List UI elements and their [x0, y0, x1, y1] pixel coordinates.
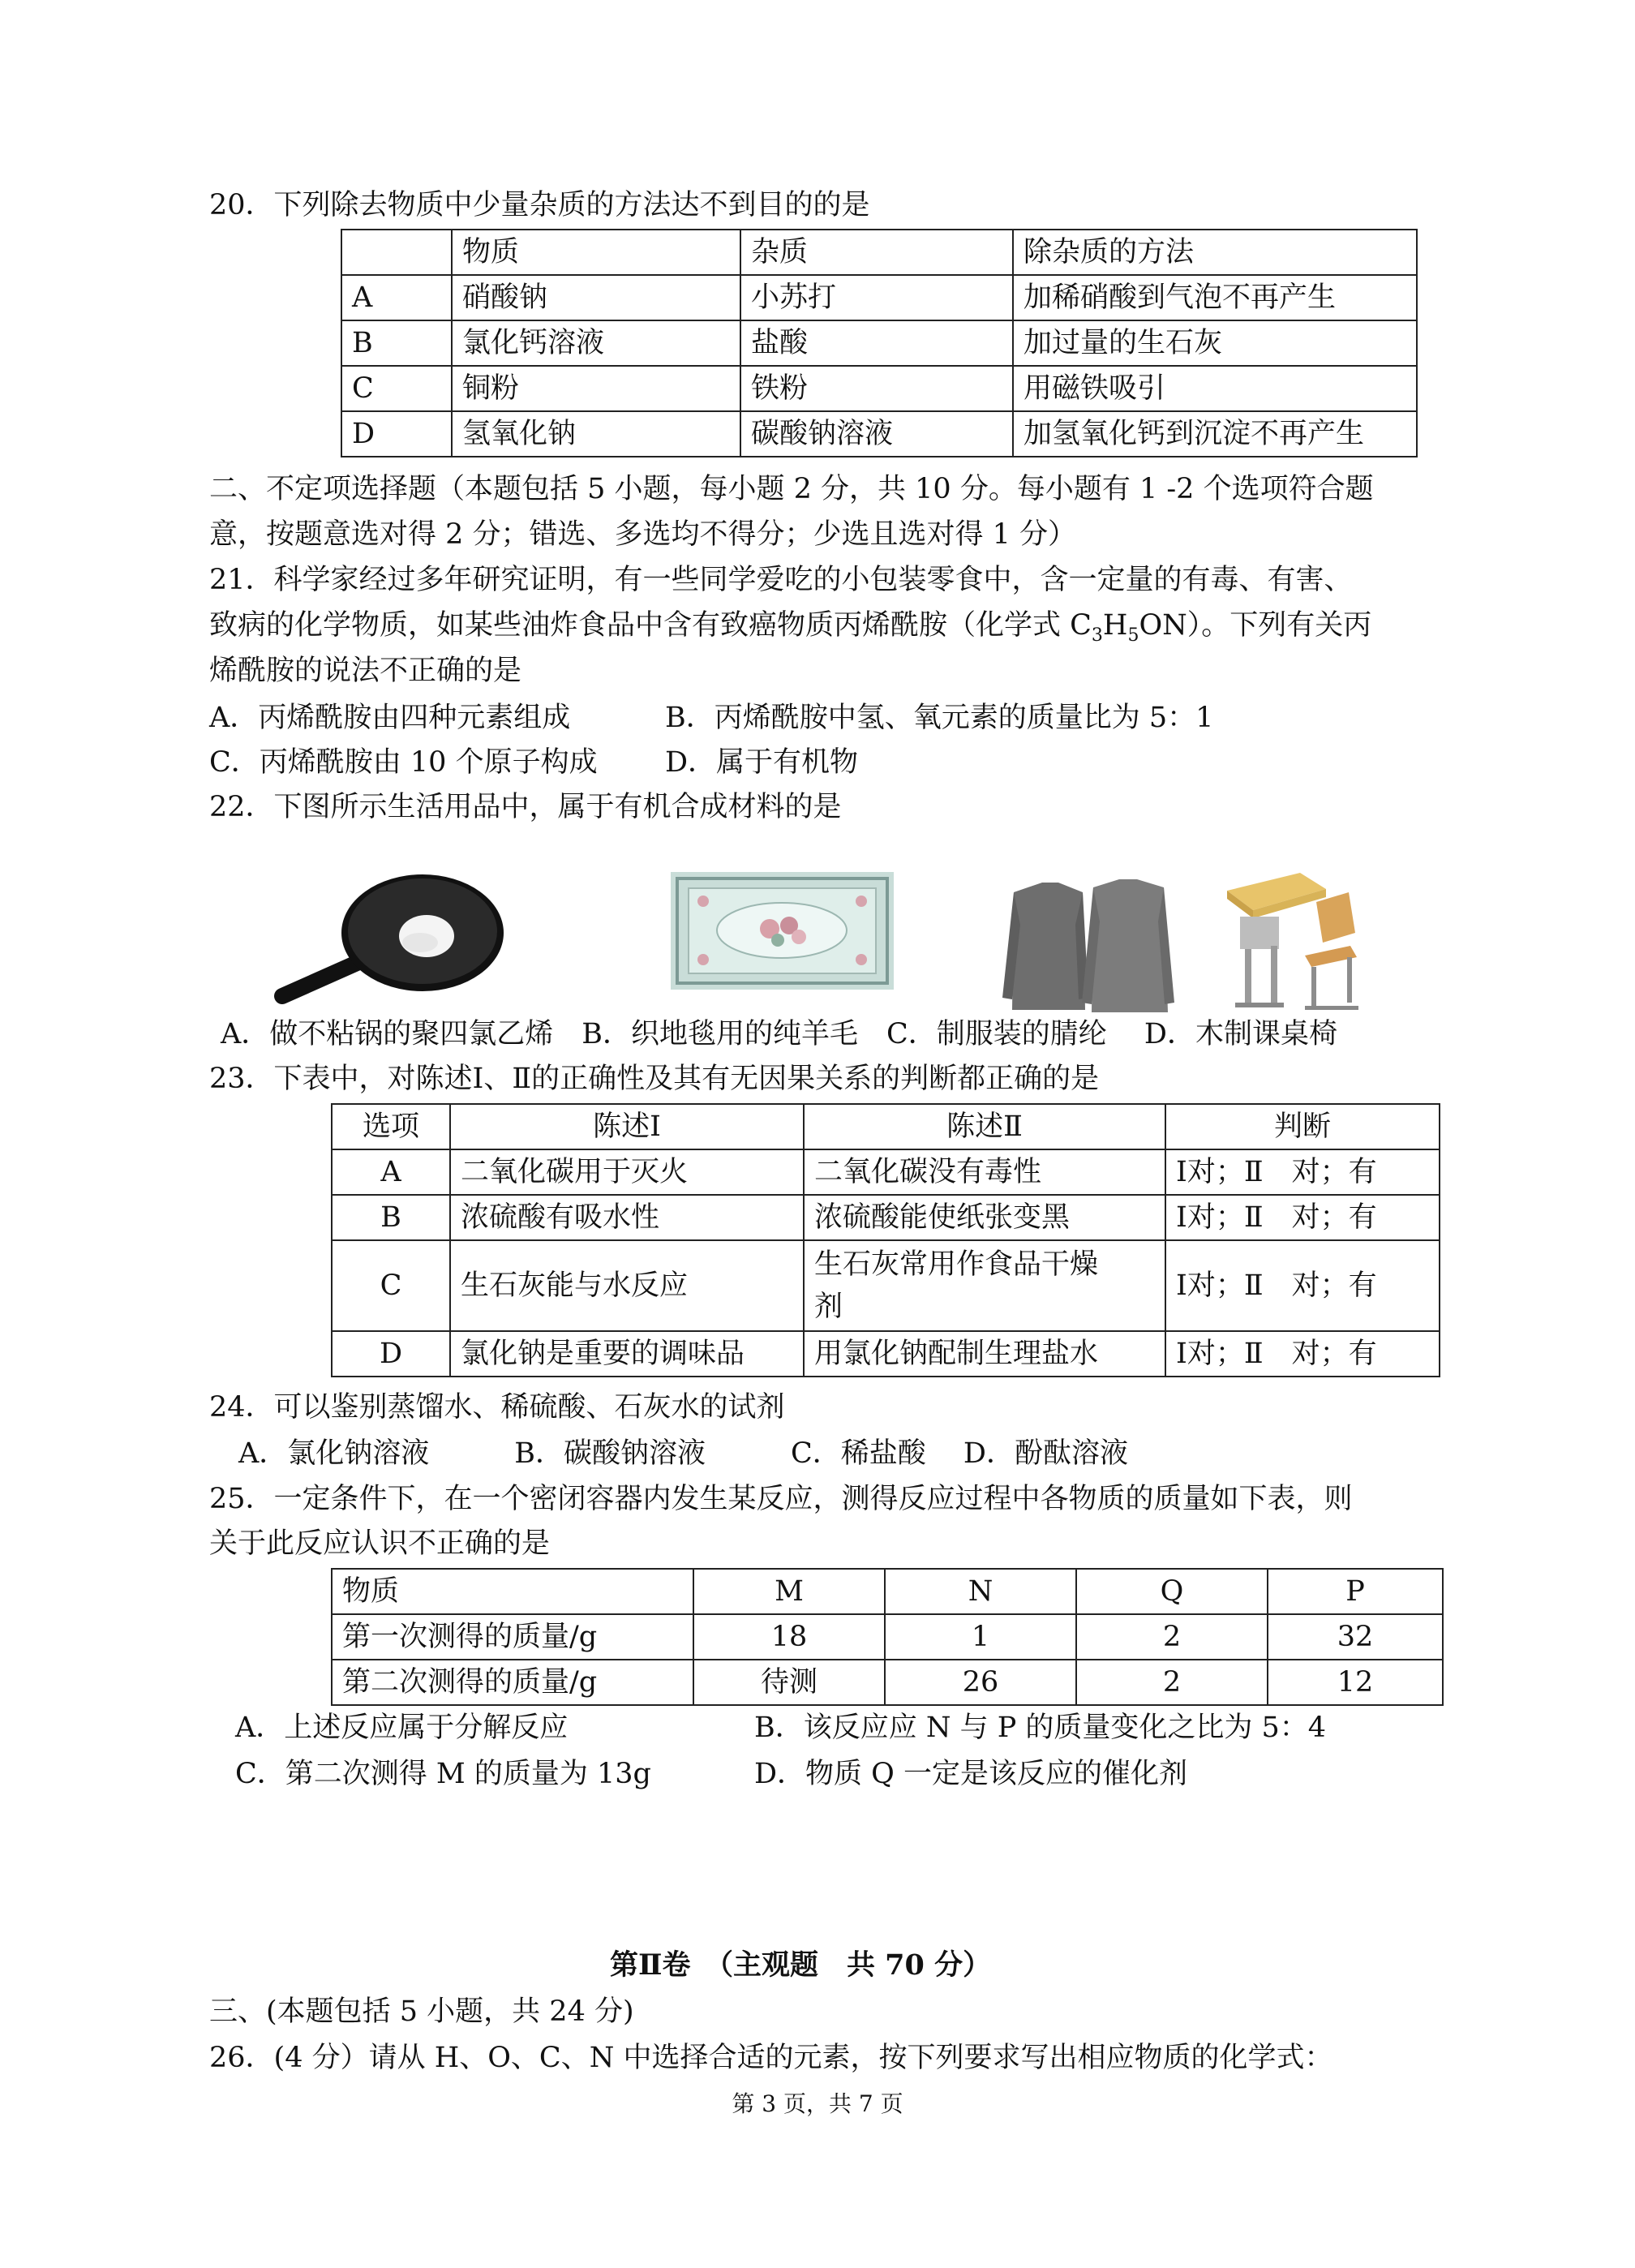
q21-mid: H	[1102, 609, 1128, 642]
q25-cell: 第二次测得的质量/g	[332, 1660, 693, 1705]
q23-cell: 氯化钠是重要的调味品	[450, 1331, 804, 1377]
q21-line3: 烯酰胺的说法不正确的是	[209, 655, 522, 687]
q25-table	[331, 1568, 1444, 1706]
q25-h0: 物质	[332, 1569, 693, 1614]
table-row	[341, 411, 1417, 457]
q25-h1: M	[693, 1569, 885, 1614]
q25-h2: N	[885, 1569, 1076, 1614]
q25-line1: 25．一定条件下，在一个密闭容器内发生某反应，测得反应过程中各物质的质量如下表，则	[209, 1483, 1353, 1515]
q25-cell: 32	[1268, 1614, 1443, 1660]
part2-title: 第Ⅱ卷 （主观题 共 70 分）	[610, 1948, 992, 1982]
q21-line2	[209, 605, 1371, 656]
q26-stem: 26．(4 分）请从 H、O、C、N 中选择合适的元素，按下列要求写出相应物质的化学式：	[209, 2042, 1333, 2074]
q20-cell: 加稀硝酸到气泡不再产生	[1013, 275, 1417, 320]
q23-cell: 用氯化钠配制生理盐水	[804, 1331, 1165, 1377]
q25-cell: 2	[1076, 1660, 1268, 1705]
q23-cell: D	[332, 1331, 450, 1377]
q25-option-d: D．物质 Q 一定是该反应的催化剂	[754, 1758, 1188, 1790]
table-row	[332, 1569, 1443, 1614]
table-row	[332, 1660, 1443, 1705]
q20-cell: 盐酸	[740, 320, 1013, 366]
q23-cell: C	[332, 1240, 450, 1331]
table-row	[332, 1331, 1440, 1377]
table-row	[341, 275, 1417, 320]
q20-cell: 加过量的生石灰	[1013, 320, 1417, 366]
q21-option-b: B．丙烯酰胺中氢、氧元素的质量比为 5：1	[665, 702, 1214, 734]
q20-cell: 铁粉	[740, 366, 1013, 411]
q25-cell: 2	[1076, 1614, 1268, 1660]
table-row	[341, 320, 1417, 366]
q20-cell: 用磁铁吸引	[1013, 366, 1417, 411]
table-row	[332, 1195, 1440, 1240]
q25-cell: 26	[885, 1660, 1076, 1705]
q25-line2: 关于此反应认识不正确的是	[209, 1527, 551, 1560]
q23-rowC-line1: 生石灰常用作食品干燥	[814, 1248, 1099, 1281]
q23-h2: 陈述Ⅱ	[804, 1104, 1165, 1149]
q25-cell: 第一次测得的质量/g	[332, 1614, 693, 1660]
q21-line2-a: 致病的化学物质，如某些油炸食品中含有致癌物质丙烯酰胺（化学式 C	[209, 609, 1092, 642]
q23-cell: B	[332, 1195, 450, 1240]
q21-sub2: 5	[1127, 625, 1139, 646]
q22-options: A．做不粘锅的聚四氯乙烯 B．织地毯用的纯羊毛 C．制服装的腈纶 D．木制课桌椅	[221, 1018, 1337, 1050]
sweaters-image	[998, 876, 1176, 1014]
section2-line1: 二、不定项选择题（本题包括 5 小题，每小题 2 分，共 10 分。每小题有 1 -2 个选项符合题	[209, 473, 1374, 505]
q21-line1: 21．科学家经过多年研究证明，有一些同学爱吃的小包装零食中，含一定量的有毒、有害、	[209, 564, 1353, 596]
q22-stem: 22．下图所示生活用品中，属于有机合成材料的是	[209, 791, 842, 823]
q20-cell: 硝酸钠	[452, 275, 740, 320]
q24-stem: 24．可以鉴别蒸馏水、稀硫酸、石灰水的试剂	[209, 1391, 785, 1424]
q25-option-b: B．该反应应 N 与 P 的质量变化之比为 5：4	[754, 1712, 1327, 1744]
table-row	[332, 1104, 1440, 1149]
q20-cell: A	[341, 275, 452, 320]
q25-option-a: A．上述反应属于分解反应	[235, 1712, 569, 1744]
q20-cell: 碳酸钠溶液	[740, 411, 1013, 457]
q20-cell: 氢氧化钠	[452, 411, 740, 457]
q23-cell: A	[332, 1149, 450, 1195]
table-row	[332, 1614, 1443, 1660]
q20-h2: 杂质	[740, 230, 1013, 275]
q23-cell: 二氧化碳没有毒性	[804, 1149, 1165, 1195]
q25-cell: 待测	[693, 1660, 885, 1705]
frying-pan-image	[272, 868, 516, 1006]
q20-table	[341, 229, 1418, 457]
q20-h3: 除杂质的方法	[1013, 230, 1417, 275]
q23-cell: Ⅰ对；Ⅱ 对；有	[1165, 1240, 1440, 1331]
q21-option-c: C．丙烯酰胺由 10 个原子构成	[209, 746, 598, 779]
q20-cell: 小苏打	[740, 275, 1013, 320]
q21-option-a: A．丙烯酰胺由四种元素组成	[209, 702, 571, 734]
q21-option-d: D．属于有机物	[665, 746, 859, 779]
desk-chair-image	[1221, 868, 1367, 1016]
q23-table	[331, 1103, 1440, 1377]
q23-rowC-line2: 剂	[814, 1291, 843, 1323]
q23-h0: 选项	[332, 1104, 450, 1149]
q25-h4: P	[1268, 1569, 1443, 1614]
q20-cell: B	[341, 320, 452, 366]
q23-cell: 二氧化碳用于灭火	[450, 1149, 804, 1195]
q24-options: A．氯化钠溶液 B．碳酸钠溶液 C．稀盐酸 D．酚酞溶液	[238, 1437, 1128, 1470]
section2-line2: 意，按题意选对得 2 分；错选、多选均不得分；少选且选对得 1 分）	[209, 518, 1077, 551]
q23-h3: 判断	[1165, 1104, 1440, 1149]
q20-cell: C	[341, 366, 452, 411]
q20-cell: 氯化钙溶液	[452, 320, 740, 366]
q25-cell: 1	[885, 1614, 1076, 1660]
q25-cell: 18	[693, 1614, 885, 1660]
q23-cell: Ⅰ对；Ⅱ 对；有	[1165, 1331, 1440, 1377]
q20-cell: 铜粉	[452, 366, 740, 411]
q20-cell: 加氢氧化钙到沉淀不再产生	[1013, 411, 1417, 457]
q23-cell: 浓硫酸有吸水性	[450, 1195, 804, 1240]
q23-h1: 陈述Ⅰ	[450, 1104, 804, 1149]
table-row	[332, 1149, 1440, 1195]
q20-h0	[341, 230, 452, 275]
carpet-image	[671, 872, 894, 990]
q23-cell: Ⅰ对；Ⅱ 对；有	[1165, 1195, 1440, 1240]
q20-h1: 物质	[452, 230, 740, 275]
q25-option-c: C．第二次测得 M 的质量为 13g	[235, 1758, 651, 1790]
q23-stem: 23．下表中，对陈述Ⅰ、Ⅱ的正确性及其有无因果关系的判断都正确的是	[209, 1063, 1100, 1095]
page-footer: 第 3 页，共 7 页	[732, 2090, 903, 2117]
table-row	[341, 230, 1417, 275]
q20-stem: 20．下列除去物质中少量杂质的方法达不到目的的是	[209, 189, 870, 221]
q25-h3: Q	[1076, 1569, 1268, 1614]
q23-cell-wrapped	[804, 1240, 1165, 1331]
q25-cell: 12	[1268, 1660, 1443, 1705]
q23-cell: 生石灰能与水反应	[450, 1240, 804, 1331]
section3-header: 三、(本题包括 5 小题，共 24 分)	[209, 1995, 634, 2028]
q23-cell: 浓硫酸能使纸张变黑	[804, 1195, 1165, 1240]
q23-cell: Ⅰ对；Ⅱ 对；有	[1165, 1149, 1440, 1195]
q20-cell: D	[341, 411, 452, 457]
table-row	[332, 1240, 1440, 1331]
q21-sub1: 3	[1091, 625, 1103, 646]
q21-line2-b: ON）。下列有关丙	[1139, 609, 1372, 642]
table-row	[341, 366, 1417, 411]
